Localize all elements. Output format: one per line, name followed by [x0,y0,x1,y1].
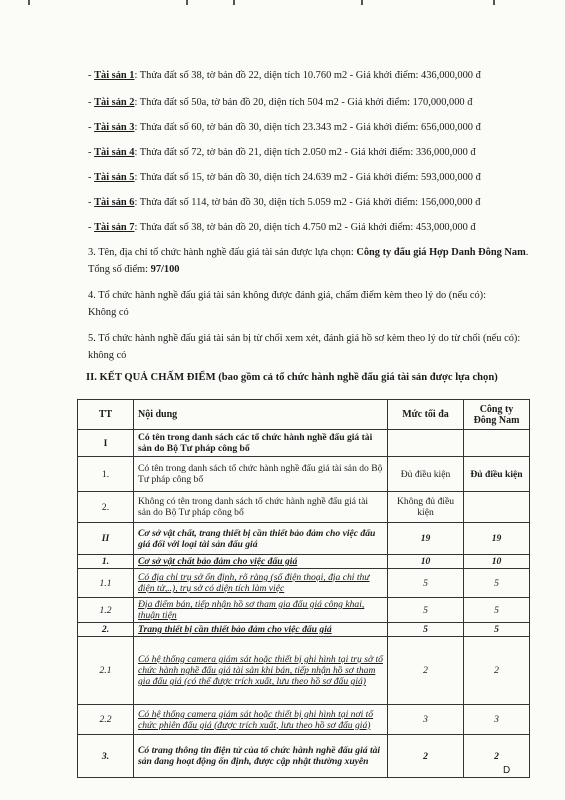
selected-organization-paragraph [88,244,538,278]
asset-line: - Tài sản 4: Thửa đất số 72, tờ bản đồ 21, diện tích 2.050 m2 - Giá khởi điểm: 336,000,000 đ [88,147,476,158]
asset-label: Tài sản 1 [94,70,135,81]
header-tt: TT [78,400,134,430]
table-row [78,555,530,569]
cell-org: 5 [464,598,530,623]
cell-org [464,492,530,523]
cell-content: Có hệ thống camera giám sát hoặc thiết bị ghi hình tại trụ sở tổ chức hành nghề đấu giá tài sản khi bán, tiếp nhận hồ sơ tham gia đấu giá (có thể được trích xuất, lưu theo hồ sơ đấu giá) [134,637,388,705]
table-header-row [78,400,530,430]
cell-content: Có hệ thống camera giám sát hoặc thiết bị ghi hình tại nơi tổ chức phiên đấu giá (được trích xuất, lưu theo hồ sơ đấu giá) [134,705,388,735]
asset-label: Tài sản 7 [94,222,135,233]
header-content: Nội dung [134,400,388,430]
not-evaluated-paragraph [88,287,538,321]
table-row [78,492,530,523]
table-row [78,569,530,598]
cell-tt: 2. [78,623,134,637]
asset-text: : Thửa đất số 50a, tờ bản đồ 20, diện tích 504 m2 - Giá khởi điểm: 170,000,000 đ [134,97,473,108]
asset-line: - Tài sản 2: Thửa đất số 50a, tờ bản đồ 20, diện tích 504 m2 - Giá khởi điểm: 170,000,000 đ [88,97,473,108]
cell-org: 2 [464,637,530,705]
cell-org: 3 [464,705,530,735]
table-row [78,735,530,778]
asset-text: : Thửa đất số 38, tờ bản đồ 22, diện tích 10.760 m2 - Giá khởi điểm: 436,000,000 đ [134,70,481,81]
scoring-table [77,399,530,778]
asset-label: Tài sản 2 [94,97,135,108]
cell-tt: 2.2 [78,705,134,735]
cell-max: 5 [388,623,464,637]
cell-tt: 3. [78,735,134,778]
item4-text: 4. Tổ chức hành nghề đấu giá tài sản không được đánh giá, chấm điểm kèm theo lý do (nếu có): [88,290,487,301]
asset-line: - Tài sản 1: Thửa đất số 38, tờ bản đồ 22, diện tích 10.760 m2 - Giá khởi điểm: 436,000,000 đ [88,70,481,81]
cell-max: 19 [388,523,464,555]
cell-content: Địa điểm bán, tiếp nhận hồ sơ tham gia đấu giá công khai, thuận tiện [134,598,388,623]
asset-text: : Thửa đất số 72, tờ bản đồ 21, diện tích 2.050 m2 - Giá khởi điểm: 336,000,000 đ [134,147,476,158]
table-row [78,523,530,555]
cell-content: Cơ sở vật chất bảo đảm cho việc đấu giá [134,555,388,569]
item4-answer: Không có [88,307,129,318]
cell-max: Đủ điều kiện [388,457,464,492]
cell-max: 2 [388,735,464,778]
cell-tt: 1.2 [78,598,134,623]
selected-organization-name: Công ty đấu giá Hợp Danh Đông Nam [356,247,526,258]
asset-line: - Tài sản 7: Thửa đất số 38, tờ bản đồ 20, diện tích 4.750 m2 - Giá khởi điểm: 453,000,000 đ [88,222,476,233]
cell-content: Có địa chỉ trụ sở ổn định, rõ ràng (số điện thoại, địa chỉ thư điện tử,..), trụ sở có diện tích làm việc [134,569,388,598]
cell-org [464,430,530,457]
table-row [78,623,530,637]
cell-max: Không đủ điều kiện [388,492,464,523]
cell-org: 5 [464,623,530,637]
cell-org: 5 [464,569,530,598]
cell-content: Có tên trong danh sách các tổ chức hành nghề đấu giá tài sản do Bộ Tư pháp công bố [134,430,388,457]
item3-score-prefix: . Tổng số điểm: [88,247,529,275]
cell-content: Trang thiết bị cần thiết bảo đảm cho việc đấu giá [134,623,388,637]
asset-line: - Tài sản 6: Thửa đất số 114, tờ bản đồ 30, diện tích 5.059 m2 - Giá khởi điểm: 156,000,000 đ [88,197,481,208]
asset-label: Tài sản 3 [94,122,135,133]
table-row [78,637,530,705]
cell-org: 19 [464,523,530,555]
asset-text: : Thửa đất số 60, tờ bản đồ 30, diện tích 23.343 m2 - Giá khởi điểm: 656,000,000 đ [134,122,481,133]
cell-max: 10 [388,555,464,569]
total-score: 97/100 [150,264,180,275]
item5-text: 5. Tổ chức hành nghề đấu giá tài sản bị từ chối xem xét, đánh giá hồ sơ kèm theo lý do từ chối (nếu có): không có [88,333,521,361]
cell-max: 5 [388,569,464,598]
cell-org: 2 [464,735,530,778]
rejected-paragraph [88,330,538,364]
cell-tt: 1.1 [78,569,134,598]
asset-label: Tài sản 4 [94,147,135,158]
cell-max: 3 [388,705,464,735]
cell-content: Không có tên trong danh sách tổ chức hành nghề đấu giá tài sản do Bộ Tư pháp công bố [134,492,388,523]
cell-tt: 2. [78,492,134,523]
asset-line: - Tài sản 3: Thửa đất số 60, tờ bản đồ 30, diện tích 23.343 m2 - Giá khởi điểm: 656,000,000 đ [88,122,481,133]
asset-text: : Thửa đất số 114, tờ bản đồ 30, diện tích 5.059 m2 - Giá khởi điểm: 156,000,000 đ [134,197,481,208]
header-max: Mức tối đa [388,400,464,430]
table-row [78,598,530,623]
asset-label: Tài sản 5 [94,172,135,183]
cell-org: Đủ điều kiện [464,457,530,492]
header-org: Công ty Đông Nam [464,400,530,430]
scan-edge-marks [0,0,565,6]
section-heading: II. KẾT QUẢ CHẤM ĐIỂM (bao gồm cả tổ chức hành nghề đấu giá tài sản được lựa chọn) [86,372,498,383]
cell-content: Có trang thông tin điện tử của tổ chức hành nghề đấu giá tài sản đang hoạt động ổn định, được cập nhật thường xuyên [134,735,388,778]
asset-line: - Tài sản 5: Thửa đất số 15, tờ bản đồ 30, diện tích 24.639 m2 - Giá khởi điểm: 593,000,000 đ [88,172,481,183]
asset-label: Tài sản 6 [94,197,135,208]
asset-text: : Thửa đất số 38, tờ bản đồ 20, diện tích 4.750 m2 - Giá khởi điểm: 453,000,000 đ [134,222,476,233]
cell-content: Cơ sở vật chất, trang thiết bị cần thiết bảo đảm cho việc đấu giá đối với loại tài sản đấu giá [134,523,388,555]
asset-text: : Thửa đất số 15, tờ bản đồ 30, diện tích 24.639 m2 - Giá khởi điểm: 593,000,000 đ [134,172,481,183]
cell-tt: I [78,430,134,457]
item3-prefix: 3. Tên, địa chỉ tổ chức hành nghề đấu giá tài sản được lựa chọn: [88,247,357,258]
cell-tt: 1. [78,457,134,492]
cell-tt: II [78,523,134,555]
table-row [78,430,530,457]
cell-content: Có tên trong danh sách tổ chức hành nghề đấu giá tài sản do Bộ Tư pháp công bố [134,457,388,492]
cell-tt: 2.1 [78,637,134,705]
table-row [78,705,530,735]
cell-org: 10 [464,555,530,569]
cell-max: 5 [388,598,464,623]
page-mark: D [503,765,511,776]
table-row [78,457,530,492]
cell-max [388,430,464,457]
cell-max: 2 [388,637,464,705]
cell-tt: 1. [78,555,134,569]
